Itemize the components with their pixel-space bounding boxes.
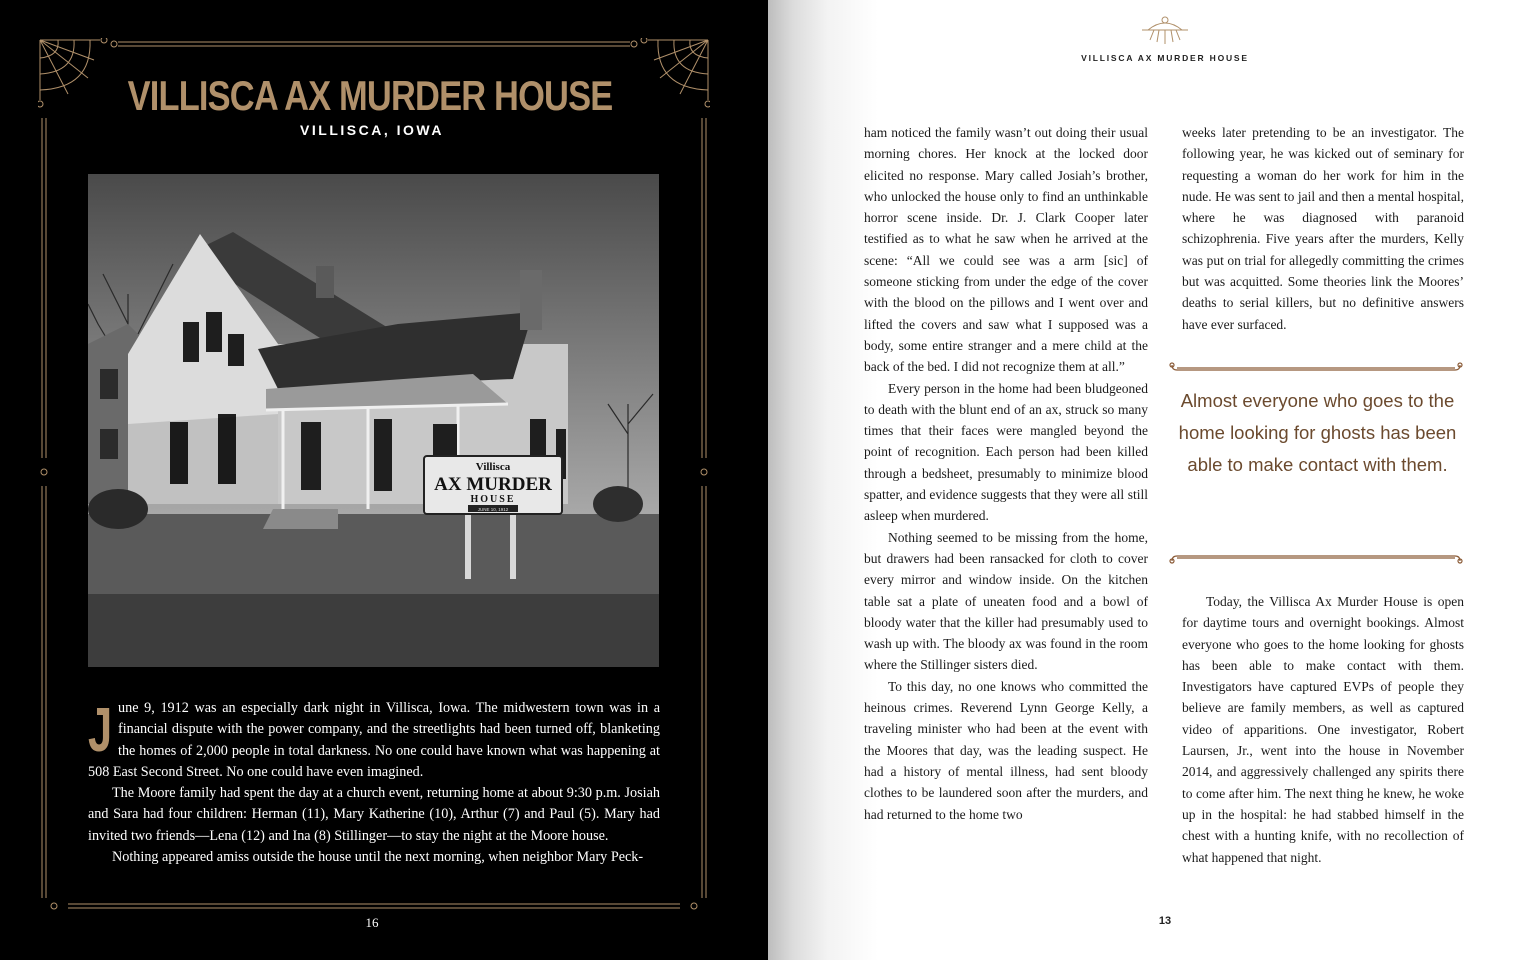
col1-paragraph-3: Nothing seemed to be missing from the home, but drawers had been ransacked for cloth to cover every mirror and window inside. On the kitchen table sat a plate of uneaten food and a bowl of bloody water that the killer had presumably used to wash up with. The bloody ax was found in the room where the Stillinger sisters died.: [864, 529, 1148, 673]
left-paragraph-3: Nothing appeared amiss outside the house until the next morning, when neighbor Mary Peck-: [112, 849, 644, 866]
sign-line1: Villisca: [475, 461, 511, 473]
sign-line2: AX MURDER: [434, 474, 552, 495]
left-page-number: 16: [365, 915, 379, 930]
col3-paragraph-1: Today, the Villisca Ax Murder House is open for daytime tours and overnight bookings. Almost everyone who goes to the home looking for ghosts has been able to make contact with them. Investigators have captured EVPs of people they believe are family members, as well as captured video of apparitions. One investigator, Robert Laursen, Jr., went into the house in November 2014, and aggressively challenged any spirits there to come after him. The next thing he knew, he woke up in the hospital: he had stabbed himself in the chest with a hunting knife, with no recollection of what happened that night.: [1182, 594, 1464, 865]
col1-paragraph-2: Every person in the home had been bludgeoned to death with the blunt end of an ax, struck so many times that their faces were mangled beyond the point of recognition. Each person had been killed through a bedsheet, presumably to minimize blood spatter, and evidence suggests that they were all still asleep when murdered.: [864, 380, 1148, 524]
pull-quote: Almost everyone who goes to the home looking for ghosts has been able to make contact with them.: [1178, 390, 1457, 475]
col1-paragraph-4: To this day, no one knows who committed the heinous crimes. Reverend Lynn George Kelly, a traveling minister who had been at the event with the Moores that day, was the leading suspect. He had a history of mental illness, had sent bloody clothes to be laundered soon after the murders, and had returned to the home two: [864, 678, 1148, 822]
pullquote-rule-top: [1168, 361, 1464, 375]
sign-line3: HOUSE: [470, 494, 516, 505]
left-paragraph-2: The Moore family had spent the day at a church event, returning home at about 9:30 p.m. Josiah and Sara had four children: Herman (11), Mary Katherine (10), Arthur (7) and Paul (5). Mary had invited two friends—Lena (12) and Ina (8) Stillinger—to stay the night at the Moore house.: [88, 785, 660, 844]
sign-date: JUNE 10, 1912: [477, 507, 509, 512]
right-column-3: [1182, 591, 1464, 868]
sunburst-ornament-icon: [1140, 14, 1190, 46]
right-page-number: 13: [1158, 915, 1172, 927]
page-subtitle: VILLISCA, IOWA: [300, 122, 444, 138]
left-paragraph-1: une 9, 1912 was an especially dark night in Villisca, Iowa. The midwestern town was in a financial dispute with the power company, and the streetlights had been turned off, blanketing the homes of 2,000 people in total darkness. No one could have known what was happening at 508 East Second Street. No one could have even imagined.: [88, 700, 660, 780]
page-title: VILLISCA AX MURDER HOUSE: [127, 72, 613, 119]
pullquote-rule-bottom: [1168, 551, 1464, 565]
col1-paragraph-1: ham noticed the family wasn’t out doing their usual morning chores. Her knock at the locked door elicited no response. Mary called Josiah’s brother, who unlocked the house only to find an unthinkable horror scene inside. Dr. J. Clark Cooper later testified as to what he saw when he arrived at the scene: “All we could see was a arm [sic] of someone sticking from under the edge of the cover with the blood on the pillows and I went over and lifted the covers and saw what I supposed was a body, some entire stranger and a mere child at the back of the bed. I did not recognize them at all.”: [864, 125, 1148, 375]
left-body-text: [88, 698, 660, 868]
col2-paragraph-1: weeks later pretending to be an investigator. The following year, he was kicked out of seminary for requesting a woman do her work for him in the nude. He was sent to jail and then a mental hospital, where he was diagnosed with paranoid schizophrenia. Five years after the murders, Kelly was put on trial for allegedly committing the crimes but was acquitted. Some theories link the Moores’ deaths to serial killers, but no definitive answers have ever surfaced.: [1182, 125, 1464, 332]
drop-cap: J: [88, 696, 113, 765]
right-column-2: [1182, 122, 1464, 335]
right-column-1: [864, 122, 1148, 825]
house-photo: [88, 174, 659, 667]
running-head: VILLISCA AX MURDER HOUSE: [1081, 53, 1249, 63]
